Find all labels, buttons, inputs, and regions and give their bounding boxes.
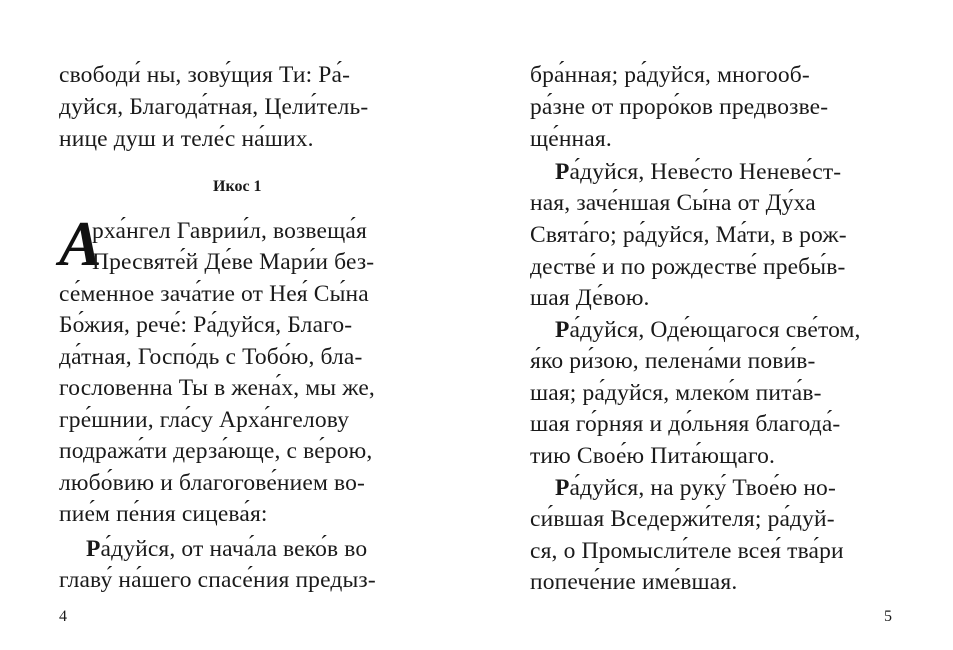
text-line: ще́нная. <box>530 126 612 152</box>
text-line <box>86 534 367 564</box>
text-line: любо́вию и благогове́нием во- <box>59 470 365 496</box>
text-line: гре́шнии, гла́су Арха́нгелову <box>59 407 350 433</box>
text-line: я́ко ри́зою, пелена́ми пови́в- <box>530 348 816 374</box>
paragraph-first-line: а́дуйся, на руку́ Твое́ю но- <box>569 475 836 501</box>
text-line: дуйся, Благода́тная, Цели́тель- <box>59 94 369 120</box>
text-line: Пресвяте́й Де́ве Мари́и без- <box>92 249 375 275</box>
text-line: се́менное зача́тие от Нея́ Сы́на <box>59 281 369 307</box>
text-line: подража́ти дерза́юще, с ве́рою, <box>59 438 373 464</box>
paragraph-initial: Р <box>555 159 570 185</box>
paragraph-first-line: а́дуйся, Неве́сто Неневе́ст- <box>569 159 842 185</box>
text-line: шая Де́вою. <box>530 285 650 311</box>
paragraph-initial: Р <box>555 475 570 501</box>
paragraph-first-line: а́дуйся, от нача́ла веко́в во <box>100 536 368 562</box>
drop-cap: А <box>59 208 102 279</box>
text-line: си́вшая Вседержи́теля; ра́дуй- <box>530 506 835 532</box>
text-line <box>555 315 861 345</box>
text-line: пие́м пе́ния сицева́я: <box>59 501 268 527</box>
text-line: ра́зне от проро́ков предвозве- <box>530 94 829 120</box>
page-number: 5 <box>884 608 892 625</box>
text-line: ся, о Промысли́теле всея́ тва́ри <box>530 538 844 564</box>
paragraph-initial: Р <box>555 317 570 343</box>
text-line: дестве́ и по рождестве́ пребы́в- <box>530 254 846 280</box>
text-line: ная, заче́ншая Сы́на от Ду́ха <box>530 190 816 216</box>
text-line: рха́нгел Гаврии́л, возвеща́я <box>92 218 367 244</box>
text-line <box>555 473 836 503</box>
text-line: попече́ние име́вшая. <box>530 569 738 595</box>
text-line: гословенна Ты в жена́х, мы же, <box>59 375 375 401</box>
text-line: нице душ и теле́с на́ших. <box>59 126 314 152</box>
text-line: Бо́жия, рече́: Ра́дуйся, Благо- <box>59 312 353 338</box>
text-line <box>555 157 841 187</box>
text-line: тию Свое́ю Пита́ющаго. <box>530 443 776 469</box>
right-page <box>476 0 953 650</box>
text-line: да́тная, Госпо́дь с Тобо́ю, бла- <box>59 344 363 370</box>
text-line: Свята́го; ра́дуйся, Ма́ти, в рож- <box>530 222 847 248</box>
page-number: 4 <box>59 608 67 625</box>
left-page <box>0 0 476 650</box>
text-line: бра́нная; ра́дуйся, многооб- <box>530 62 810 88</box>
text-line: главу́ на́шего спасе́ния предыз- <box>59 567 376 593</box>
text-line: шая; ра́дуйся, млеко́м пита́в- <box>530 380 822 406</box>
text-line: свободи́ ны, зову́щия Ти: Ра́- <box>59 62 351 88</box>
paragraph-initial: Р <box>86 536 101 562</box>
paragraph-first-line: а́дуйся, Оде́ющагося све́том, <box>569 317 861 343</box>
text-line: шая го́рняя и до́льняя благода́- <box>530 411 841 437</box>
section-heading: Икос 1 <box>213 178 262 195</box>
